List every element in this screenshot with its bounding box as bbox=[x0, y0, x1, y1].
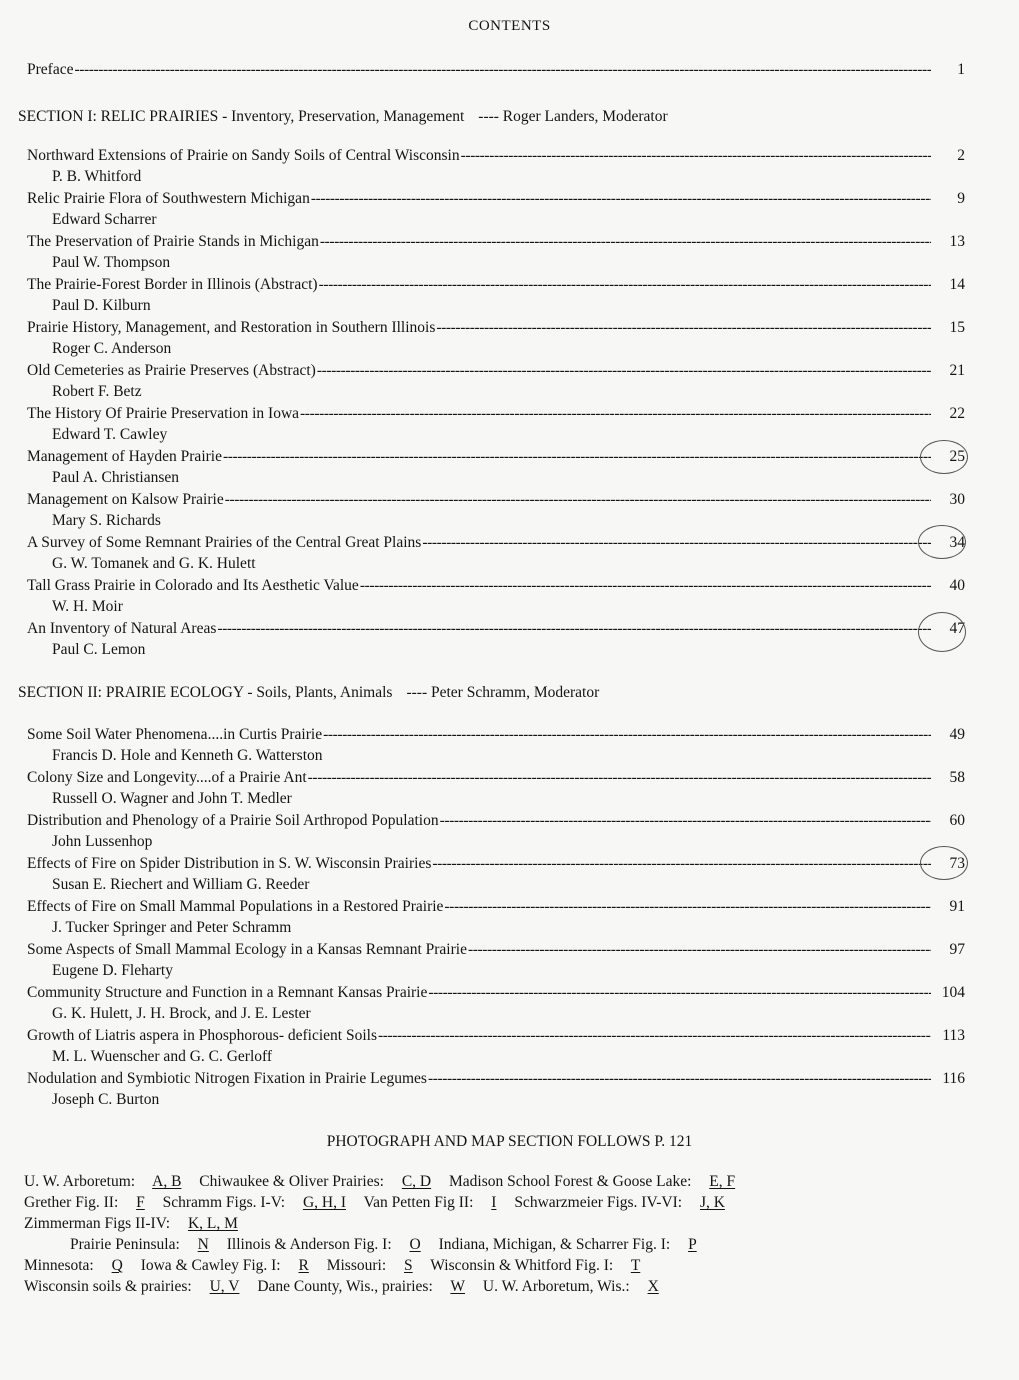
map-item: Missouri: S bbox=[326, 1257, 413, 1274]
entry-author: G. W. Tomanek and G. K. Hulett bbox=[52, 555, 256, 572]
map-row bbox=[70, 1235, 711, 1255]
handwritten-circle-mark bbox=[920, 846, 968, 880]
toc-entry bbox=[27, 897, 965, 917]
map-item: Wisconsin & Whitford Fig. I: T bbox=[430, 1257, 641, 1274]
leader-dashes bbox=[468, 940, 931, 960]
page-number: 13 bbox=[949, 233, 965, 250]
map-row bbox=[24, 1256, 654, 1276]
entry-author: Paul C. Lemon bbox=[52, 641, 146, 658]
map-item: Wisconsin soils & prairies: U, V bbox=[24, 1278, 240, 1295]
toc-entry bbox=[27, 447, 965, 467]
entry-title: Distribution and Phenology of a Prairie Soil Arthropod Population bbox=[27, 812, 439, 829]
map-item: Grether Fig. II: F bbox=[24, 1194, 145, 1211]
page-number: 58 bbox=[949, 769, 965, 786]
leader-dashes bbox=[319, 275, 931, 295]
leader-dashes bbox=[436, 318, 931, 338]
map-item: Minnesota: Q bbox=[24, 1257, 123, 1274]
toc-entry bbox=[27, 619, 965, 639]
toc-entry bbox=[27, 404, 965, 424]
map-item: Chiwaukee & Oliver Prairies: C, D bbox=[199, 1173, 432, 1190]
map-item: Indiana, Michigan, & Scharrer Fig. I: P bbox=[438, 1236, 697, 1253]
leader-dashes bbox=[440, 811, 931, 831]
leader-dashes bbox=[323, 725, 931, 745]
page-number: 60 bbox=[949, 812, 965, 829]
toc-entry bbox=[27, 189, 965, 209]
handwritten-circle-mark bbox=[918, 525, 966, 559]
entry-title: Growth of Liatris aspera in Phosphorous- deficient Soils bbox=[27, 1027, 377, 1044]
toc-entry bbox=[27, 725, 965, 745]
entry-author: P. B. Whitford bbox=[52, 168, 142, 185]
entry-title: Community Structure and Function in a Remnant Kansas Prairie bbox=[27, 984, 428, 1001]
entry-author: Mary S. Richards bbox=[52, 512, 161, 529]
entry-author: Robert F. Betz bbox=[52, 383, 142, 400]
page-number: 30 bbox=[949, 491, 965, 508]
entry-author: Roger C. Anderson bbox=[52, 340, 172, 357]
leader-dashes bbox=[432, 854, 931, 874]
toc-entry bbox=[27, 361, 965, 381]
entry-author: Paul D. Kilburn bbox=[52, 297, 151, 314]
map-item: Illinois & Anderson Fig. I: O bbox=[226, 1236, 421, 1253]
photo-section-heading: PHOTOGRAPH AND MAP SECTION FOLLOWS P. 121 bbox=[326, 1133, 693, 1150]
leader-dashes bbox=[444, 897, 931, 917]
entry-author: Russell O. Wagner and John T. Medler bbox=[52, 790, 292, 807]
leader-dashes bbox=[360, 576, 931, 596]
toc-entry bbox=[27, 811, 965, 831]
map-row bbox=[24, 1172, 749, 1192]
toc-entry bbox=[27, 232, 965, 252]
page-number: 14 bbox=[949, 276, 965, 293]
section-title: SECTION I: RELIC PRAIRIES - Inventory, Preservation, Management bbox=[18, 108, 465, 125]
entry-author: G. K. Hulett, J. H. Brock, and J. E. Lester bbox=[52, 1005, 311, 1022]
page-number: 91 bbox=[949, 898, 965, 915]
entry-title: Northward Extensions of Prairie on Sandy Soils of Central Wisconsin bbox=[27, 147, 460, 164]
page-number: 97 bbox=[949, 941, 965, 958]
map-row bbox=[24, 1277, 673, 1297]
toc-entry bbox=[27, 490, 965, 510]
entry-author: M. L. Wuenscher and G. C. Gerloff bbox=[52, 1048, 273, 1065]
entry-author: Susan E. Riechert and William G. Reeder bbox=[52, 876, 310, 893]
leader-dashes bbox=[225, 490, 931, 510]
entry-title: Nodulation and Symbiotic Nitrogen Fixation in Prairie Legumes bbox=[27, 1070, 427, 1087]
entry-title: Management on Kalsow Prairie bbox=[27, 491, 224, 508]
page-number: 34 bbox=[949, 534, 965, 551]
leader-dashes bbox=[223, 447, 931, 467]
page-number: 25 bbox=[949, 448, 965, 465]
entry-title: Effects of Fire on Spider Distribution in S. W. Wisconsin Prairies bbox=[27, 855, 432, 872]
map-item: Prairie Peninsula: N bbox=[70, 1236, 209, 1253]
entry-title: A Survey of Some Remnant Prairies of the Central Great Plains bbox=[27, 534, 422, 551]
entry-title: Relic Prairie Flora of Southwestern Michigan bbox=[27, 190, 310, 207]
handwritten-circle-mark bbox=[918, 612, 966, 652]
toc-entry bbox=[27, 146, 965, 166]
leader-dashes bbox=[461, 146, 931, 166]
section-1-heading bbox=[18, 107, 668, 127]
entry-title: The Prairie-Forest Border in Illinois (Abstract) bbox=[27, 276, 318, 293]
toc-entry bbox=[27, 983, 965, 1003]
entry-author: W. H. Moir bbox=[52, 598, 123, 615]
entry-author: John Lussenhop bbox=[52, 833, 153, 850]
leader-dashes bbox=[311, 189, 931, 209]
leader-dashes bbox=[300, 404, 931, 424]
entry-author: Paul W. Thompson bbox=[52, 254, 171, 271]
page-number: 2 bbox=[957, 147, 965, 164]
section-2-heading bbox=[18, 683, 599, 703]
leader-dashes bbox=[320, 232, 931, 252]
toc-entry bbox=[27, 318, 965, 338]
entry-title: Prairie History, Management, and Restoration in Southern Illinois bbox=[27, 319, 436, 336]
toc-entry bbox=[27, 275, 965, 295]
entry-author: Francis D. Hole and Kenneth G. Watterston bbox=[52, 747, 323, 764]
map-item: Van Petten Fig II: I bbox=[363, 1194, 497, 1211]
page-number: 49 bbox=[949, 726, 965, 743]
leader-dashes bbox=[422, 533, 931, 553]
page-number: 116 bbox=[942, 1070, 965, 1087]
leader-dashes bbox=[308, 768, 931, 788]
leader-dashes bbox=[317, 361, 931, 381]
toc-entry bbox=[27, 576, 965, 596]
page-number: 113 bbox=[942, 1027, 965, 1044]
section-moderator: ---- Roger Landers, Moderator bbox=[478, 108, 668, 125]
page-number: 22 bbox=[949, 405, 965, 422]
entry-title: The Preservation of Prairie Stands in Michigan bbox=[27, 233, 319, 250]
section-title: SECTION II: PRAIRIE ECOLOGY - Soils, Plants, Animals bbox=[18, 684, 393, 701]
leader-dashes bbox=[74, 60, 931, 80]
map-item: U. W. Arboretum, Wis.: X bbox=[482, 1278, 659, 1295]
map-item: Schwarzmeier Figs. IV-VI: J, K bbox=[514, 1194, 725, 1211]
leader-dashes bbox=[428, 983, 931, 1003]
page-number: 73 bbox=[949, 855, 965, 872]
toc-entry bbox=[27, 533, 965, 553]
toc-entry bbox=[27, 940, 965, 960]
map-row bbox=[24, 1214, 252, 1234]
entry-title: Effects of Fire on Small Mammal Populations in a Restored Prairie bbox=[27, 898, 444, 915]
entry-title: Old Cemeteries as Prairie Preserves (Abstract) bbox=[27, 362, 316, 379]
entry-title: Some Soil Water Phenomena....in Curtis Prairie bbox=[27, 726, 323, 743]
entry-title: The History Of Prairie Preservation in Iowa bbox=[27, 405, 300, 422]
map-item: Schramm Figs. I-V: G, H, I bbox=[162, 1194, 346, 1211]
page-number: 9 bbox=[957, 190, 965, 207]
entry-author: Edward Scharrer bbox=[52, 211, 157, 228]
entry-title: Some Aspects of Small Mammal Ecology in a Kansas Remnant Prairie bbox=[27, 941, 467, 958]
map-item: Zimmerman Figs II-IV: K, L, M bbox=[24, 1215, 238, 1232]
toc-entry bbox=[27, 1026, 965, 1046]
page-number: 1 bbox=[957, 61, 965, 78]
map-item: Madison School Forest & Goose Lake: E, F bbox=[449, 1173, 736, 1190]
page-number: 40 bbox=[949, 577, 965, 594]
map-item: Iowa & Cawley Fig. I: R bbox=[140, 1257, 309, 1274]
page-number: 15 bbox=[949, 319, 965, 336]
preface-entry bbox=[27, 60, 965, 80]
entry-title: Preface bbox=[27, 61, 74, 78]
leader-dashes bbox=[428, 1069, 931, 1089]
entry-author: Eugene D. Fleharty bbox=[52, 962, 173, 979]
toc-entry bbox=[27, 854, 965, 874]
map-item: U. W. Arboretum: A, B bbox=[24, 1173, 182, 1190]
entry-author: Paul A. Christiansen bbox=[52, 469, 180, 486]
handwritten-circle-mark bbox=[920, 440, 968, 474]
page-number: 47 bbox=[949, 620, 965, 637]
toc-entry bbox=[27, 1069, 965, 1089]
entry-title: Colony Size and Longevity....of a Prairie Ant bbox=[27, 769, 307, 786]
entry-title: An Inventory of Natural Areas bbox=[27, 620, 217, 637]
entry-author: Edward T. Cawley bbox=[52, 426, 168, 443]
page-number: 21 bbox=[949, 362, 965, 379]
entry-title: Tall Grass Prairie in Colorado and Its Aesthetic Value bbox=[27, 577, 359, 594]
entry-author: J. Tucker Springer and Peter Schramm bbox=[52, 919, 292, 936]
section-moderator: ---- Peter Schramm, Moderator bbox=[406, 684, 600, 701]
map-item: Dane County, Wis., prairies: W bbox=[257, 1278, 466, 1295]
entry-author: Joseph C. Burton bbox=[52, 1091, 160, 1108]
page-number: 104 bbox=[941, 984, 965, 1001]
map-row bbox=[24, 1193, 739, 1213]
entry-title: Management of Hayden Prairie bbox=[27, 448, 222, 465]
toc-entry bbox=[27, 768, 965, 788]
page-title: CONTENTS bbox=[468, 18, 551, 34]
leader-dashes bbox=[217, 619, 931, 639]
leader-dashes bbox=[378, 1026, 931, 1046]
